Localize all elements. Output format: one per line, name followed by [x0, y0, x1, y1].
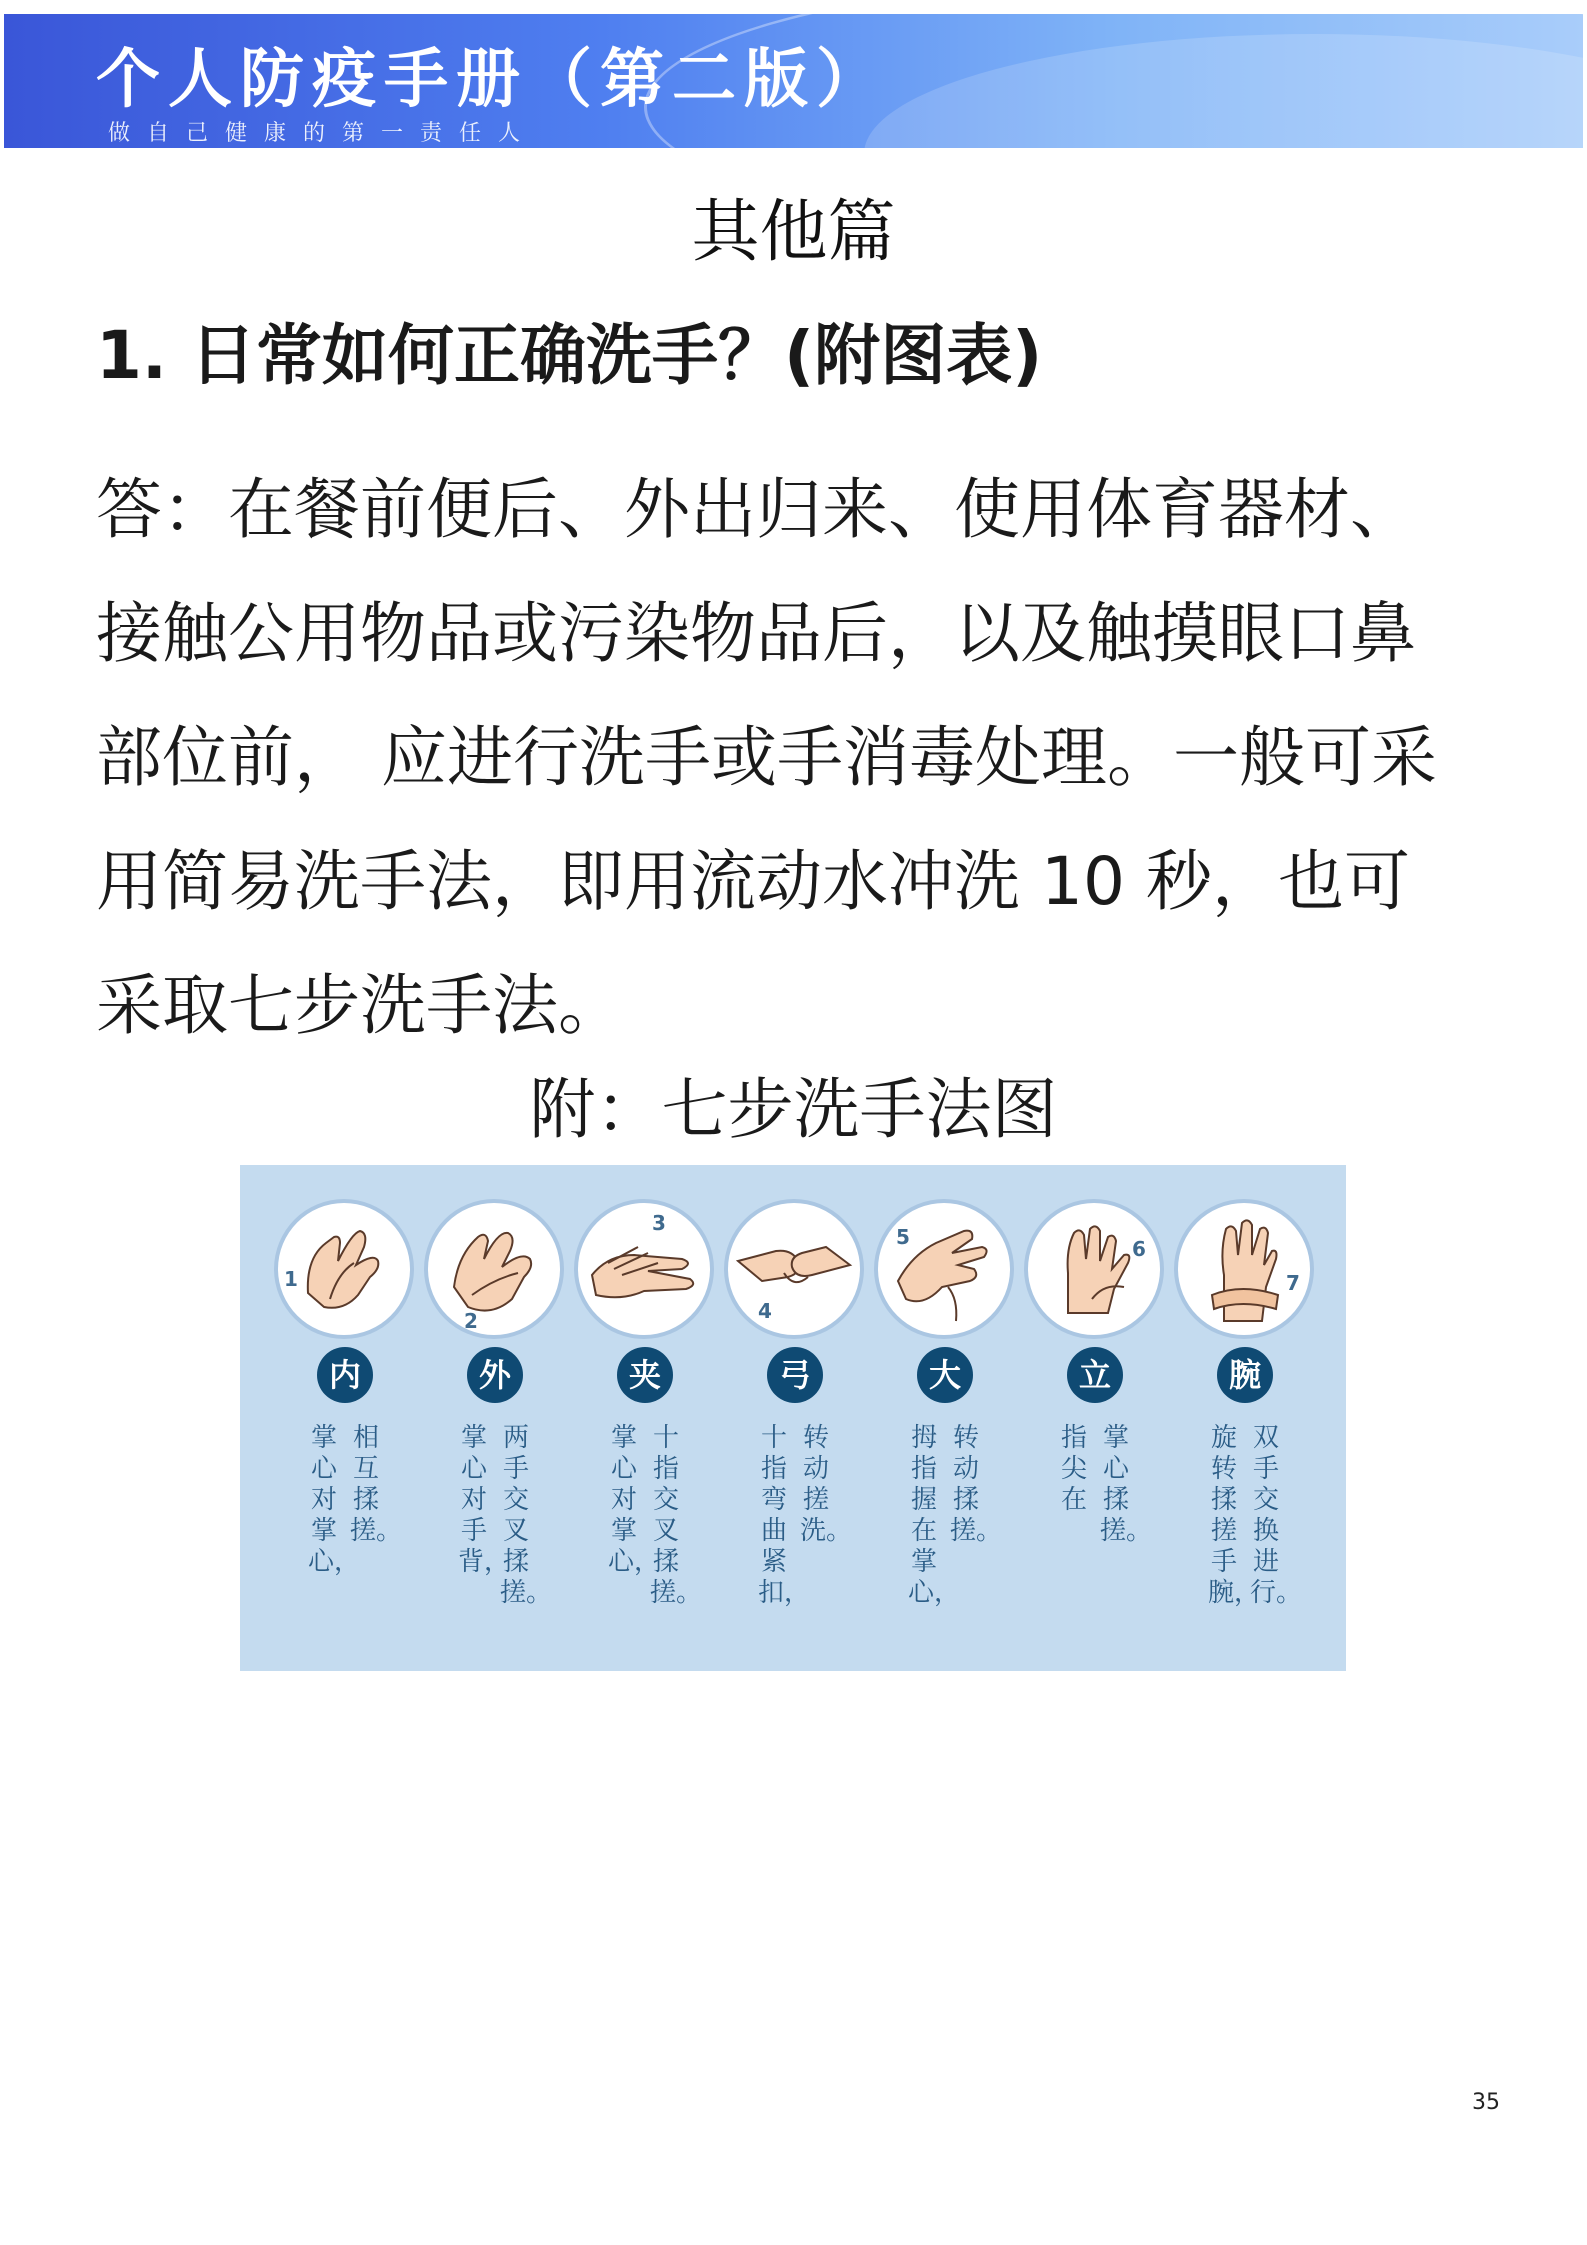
- header-banner: [4, 14, 1583, 148]
- hands-illustration-icon: [728, 1203, 860, 1335]
- handwash-step-4: [720, 1165, 870, 1671]
- answer-line: 用简易洗手法，即用流动水冲洗 10 秒，也可: [96, 843, 1410, 920]
- figure-caption: 附：七步洗手法图: [529, 1071, 1058, 1148]
- step-instruction: 十指弯曲紧扣，: [758, 1423, 811, 1608]
- step-number: 1: [284, 1267, 298, 1291]
- handwash-step-2: [420, 1165, 570, 1671]
- section-title: 其他篇: [691, 193, 896, 272]
- step-number: 5: [896, 1225, 910, 1249]
- step-instruction: 掌心对掌心，: [308, 1423, 361, 1577]
- hands-illustration-icon: [1028, 1203, 1160, 1335]
- handbook-title: 个人防疫手册（第二版）: [96, 43, 888, 117]
- step-instruction: 指尖在: [1060, 1423, 1087, 1515]
- hands-illustration-icon: [578, 1203, 710, 1335]
- handwash-step-5: [870, 1165, 1020, 1671]
- step-keyword-badge: 腕: [1217, 1347, 1273, 1403]
- handwash-step-6: [1020, 1165, 1170, 1671]
- step-keyword-badge: 弓: [767, 1347, 823, 1403]
- step-number: 2: [464, 1309, 478, 1333]
- handwash-step-1: [270, 1165, 420, 1671]
- answer-line: 答：在餐前便后、外出归来、使用体育器材、: [96, 471, 1416, 548]
- step-number: 3: [652, 1211, 666, 1235]
- handwash-step-3: [570, 1165, 720, 1671]
- step-instruction: 双手交换进行。: [1250, 1423, 1303, 1608]
- step-keyword-badge: 大: [917, 1347, 973, 1403]
- handwash-step-7: [1170, 1165, 1320, 1671]
- step-instruction: 掌心揉搓。: [1100, 1423, 1153, 1546]
- handwash-figure: [240, 1165, 1346, 1671]
- step-number: 7: [1286, 1271, 1300, 1295]
- step-instruction: 旋转揉搓手腕，: [1208, 1423, 1261, 1608]
- step-number: 6: [1132, 1237, 1146, 1261]
- hands-illustration-icon: [878, 1203, 1010, 1335]
- step-instruction: 转动搓洗。: [800, 1423, 853, 1546]
- step-instruction: 掌心对掌心，: [608, 1423, 661, 1577]
- answer-line: 部位前， 应进行洗手或手消毒处理。一般可采: [96, 719, 1437, 796]
- hands-illustration-icon: [428, 1203, 560, 1335]
- step-instruction: 掌心对手背，: [458, 1423, 511, 1577]
- step-instruction: 十指交叉揉搓。: [650, 1423, 703, 1608]
- answer-line: 接触公用物品或污染物品后，以及触摸眼口鼻: [96, 595, 1416, 672]
- step-instruction: 转动揉搓。: [950, 1423, 1003, 1546]
- question-heading: 1. 日常如何正确洗手？(附图表): [96, 317, 1043, 394]
- answer-line: 采取七步洗手法。: [96, 967, 624, 1044]
- handbook-subtitle: 做自己健康的第一责任人: [108, 121, 538, 146]
- step-instruction: 拇指握在掌心，: [908, 1423, 961, 1608]
- step-instruction: 两手交叉揉搓。: [500, 1423, 553, 1608]
- page-number: 35: [1472, 2090, 1500, 2115]
- hands-illustration-icon: [1178, 1203, 1310, 1335]
- step-keyword-badge: 立: [1067, 1347, 1123, 1403]
- step-keyword-badge: 内: [317, 1347, 373, 1403]
- answer-paragraph: [96, 448, 1496, 1068]
- step-keyword-badge: 夹: [617, 1347, 673, 1403]
- hands-illustration-icon: [278, 1203, 410, 1335]
- step-instruction: 相互揉搓。: [350, 1423, 403, 1546]
- step-keyword-badge: 外: [467, 1347, 523, 1403]
- step-number: 4: [758, 1299, 772, 1323]
